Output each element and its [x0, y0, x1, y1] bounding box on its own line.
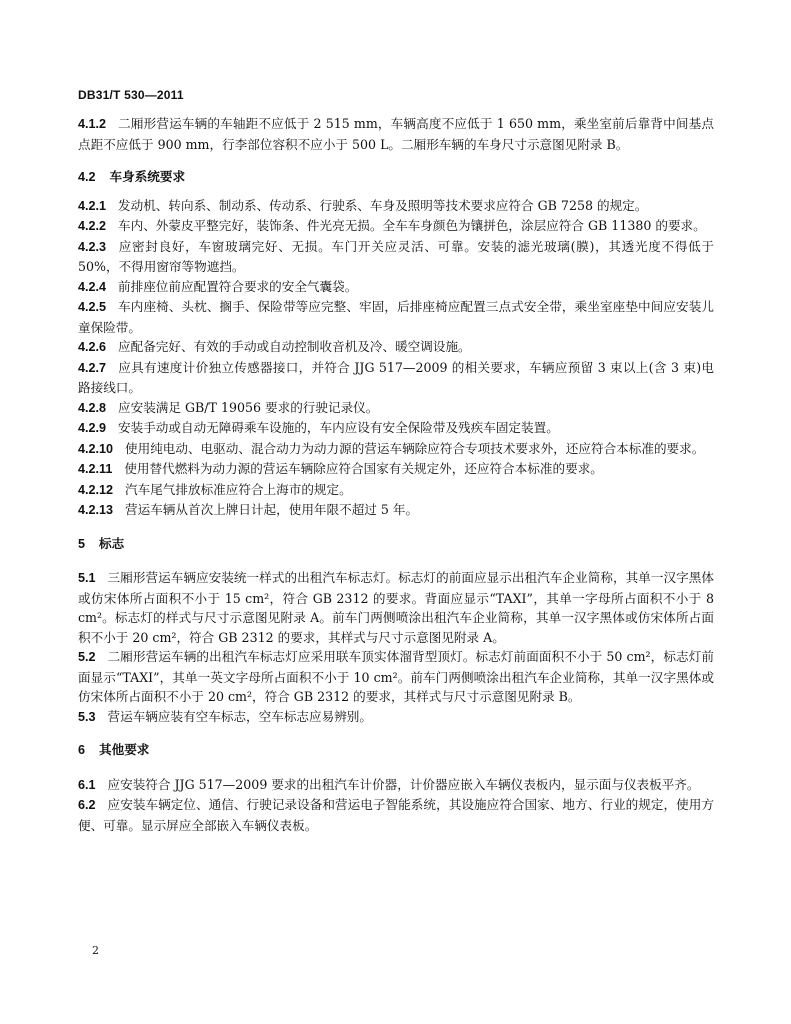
clause-text: 车内座椅、头枕、搁手、保险带等应完整、牢固，后排座椅应配置三点式安全带，乘坐室座垫中间应安装儿童保险带。 — [78, 299, 714, 335]
clause-number: 5.3 — [78, 709, 96, 724]
clause-4-2-2 — [78, 216, 714, 237]
clause-4-2-9 — [78, 418, 714, 439]
clause-text: 汽车尾气排放标准应符合上海市的规定。 — [125, 481, 352, 497]
clause-4-2-1 — [78, 196, 714, 217]
clause-5-1 — [78, 568, 714, 647]
clause-text: 应安装车辆定位、通信、行驶记录设备和营运电子智能系统，其设施应符合国家、地方、行业的规定，使用方便、可靠。显示屏应全部嵌入车辆仪表板。 — [78, 797, 714, 833]
clause-number: 4.2.4 — [78, 279, 107, 294]
clause-5-2 — [78, 647, 714, 707]
clause-4-2-11 — [78, 459, 714, 480]
clause-text: 应密封良好，车窗玻璃完好、无损。车门开关应灵活、可靠。安装的滤光玻璃(膜)，其透光度不得低于 50%，不得用窗帘等物遮挡。 — [78, 238, 714, 274]
standard-code: DB31/T 530—2011 — [78, 88, 184, 102]
clause-text: 使用替代燃料为动力源的营运车辆除应符合国家有关规定外，还应符合本标准的要求。 — [124, 461, 603, 476]
clause-number: 4.2.11 — [78, 462, 113, 476]
clause-text: 应安装符合 JJG 517—2009 要求的出租汽车计价器，计价器应嵌入车辆仪表板内，显示面与仪表板平齐。 — [107, 776, 700, 792]
heading-number: 6 — [78, 743, 86, 757]
clause-4-2-3 — [78, 237, 714, 277]
clause-number: 4.2.9 — [78, 421, 107, 435]
clause-text: 应配备完好、有效的手动或自动控制收音机及冷、暖空调设施。 — [118, 339, 471, 354]
clause-text: 二厢形营运车辆的车轴距不应低于 2 515 mm，车辆高度不应低于 1 650 mm，乘坐室前后靠背中间基点点距不应低于 900 mm，行李部位容积不应小于 500 L。二厢形车辆的车身尺寸示意图见附录 B。 — [78, 116, 714, 152]
clause-4-2-7 — [78, 358, 714, 398]
clause-number: 4.2.12 — [78, 482, 114, 497]
clause-6-2 — [78, 795, 714, 835]
clause-4-2-13 — [78, 500, 714, 521]
section-heading-4-2 — [78, 168, 714, 188]
clause-text: 使用纯电动、电驱动、混合动力为动力源的营运车辆除应符合专项技术要求外，还应符合本标准的要求。 — [125, 440, 705, 456]
clause-number: 4.2.8 — [78, 400, 107, 415]
heading-number: 5 — [78, 536, 86, 551]
clause-text: 发动机、转向系、制动系、传动系、行驶系、车身及照明等技术要求应符合 GB 7258 的规定。 — [118, 197, 648, 213]
clause-text: 车内、外蒙皮平整完好，装饰条、件光亮无损。全车车身颜色为镶拼色，涂层应符合 GB 11380 的要求。 — [118, 218, 706, 233]
clause-number: 4.2.3 — [78, 239, 107, 254]
clause-number: 5.1 — [78, 571, 96, 585]
clause-text: 二厢形营运车辆的出租汽车标志灯应采用联车顶实体溜背型顶灯。标志灯前面面积不小于 50 cm²，标志灯前面显示“TAXI”，其单一英文字母所占面积不小于 10 cm²。前车门两侧喷涂出租汽车企业简称，其单一汉字黑体或仿宋体所占面积不小于 20 cm²，符合 GB 2312 的要求，其样式与尺寸示意图见附录 B。 — [78, 649, 714, 704]
heading-title: 其他要求 — [99, 743, 150, 757]
clause-6-1 — [78, 775, 714, 796]
clause-4-2-12 — [78, 480, 714, 501]
clause-4-1-2 — [78, 114, 714, 154]
clause-number: 4.2.13 — [78, 503, 114, 517]
clause-text: 营运车辆从首次上牌日计起，使用年限不超过 5 年。 — [125, 502, 419, 517]
clause-number: 6.2 — [78, 798, 96, 812]
clause-text: 应具有速度计价独立传感器接口，并符合 JJG 517—2009 的相关要求，车辆应预留 3 束以上(含 3 束)电路接线口。 — [78, 359, 714, 395]
heading-number: 4.2 — [78, 170, 96, 184]
clause-5-3 — [78, 707, 714, 728]
heading-title: 标志 — [99, 536, 125, 551]
section-heading-5 — [78, 535, 714, 555]
clause-4-2-5 — [78, 297, 714, 337]
clause-number: 4.2.7 — [78, 360, 107, 375]
clause-number: 6.1 — [78, 777, 96, 792]
clause-number: 4.2.6 — [78, 340, 107, 354]
clause-number: 4.2.1 — [78, 198, 107, 213]
clause-text: 安装手动或自动无障碍乘车设施的，车内应设有安全保险带及残疾车固定装置。 — [118, 420, 559, 435]
section-heading-6 — [78, 741, 714, 761]
clause-number: 4.2.5 — [78, 300, 107, 314]
clause-text: 应安装满足 GB/T 19056 要求的行驶记录仪。 — [118, 399, 379, 415]
clause-number: 5.2 — [78, 650, 96, 664]
document-body — [78, 114, 714, 835]
clause-number: 4.2.10 — [78, 441, 114, 456]
page-number: 2 — [92, 944, 99, 957]
clause-4-2-6 — [78, 337, 714, 358]
clause-text: 三厢形营运车辆应安装统一样式的出租汽车标志灯。标志灯的前面应显示出租汽车企业简称，其单一汉字黑体或仿宋体所占面积不小于 15 cm²，符合 GB 2312 的要求。背面应显示“TAXI”，其单一字母所占面积不小于 8 cm²。标志灯的样式与尺寸示意图见附录 A。前车门两侧喷涂出租汽车企业简称，其单一汉字黑体或仿宋体所占面积不小于 20 cm²，符合 GB 2312 的要求，其样式与尺寸示意图见附录 A。 — [78, 570, 714, 645]
clause-4-2-4 — [78, 277, 714, 298]
heading-title: 车身系统要求 — [109, 170, 186, 184]
clause-4-2-8 — [78, 398, 714, 419]
clause-number: 4.1.2 — [78, 117, 107, 131]
clause-number: 4.2.2 — [78, 219, 107, 233]
clause-4-2-10 — [78, 439, 714, 460]
clause-text: 营运车辆应装有空车标志，空车标志应易辨别。 — [107, 708, 372, 724]
clause-text: 前排座位前应配置符合要求的安全气囊袋。 — [118, 278, 358, 294]
